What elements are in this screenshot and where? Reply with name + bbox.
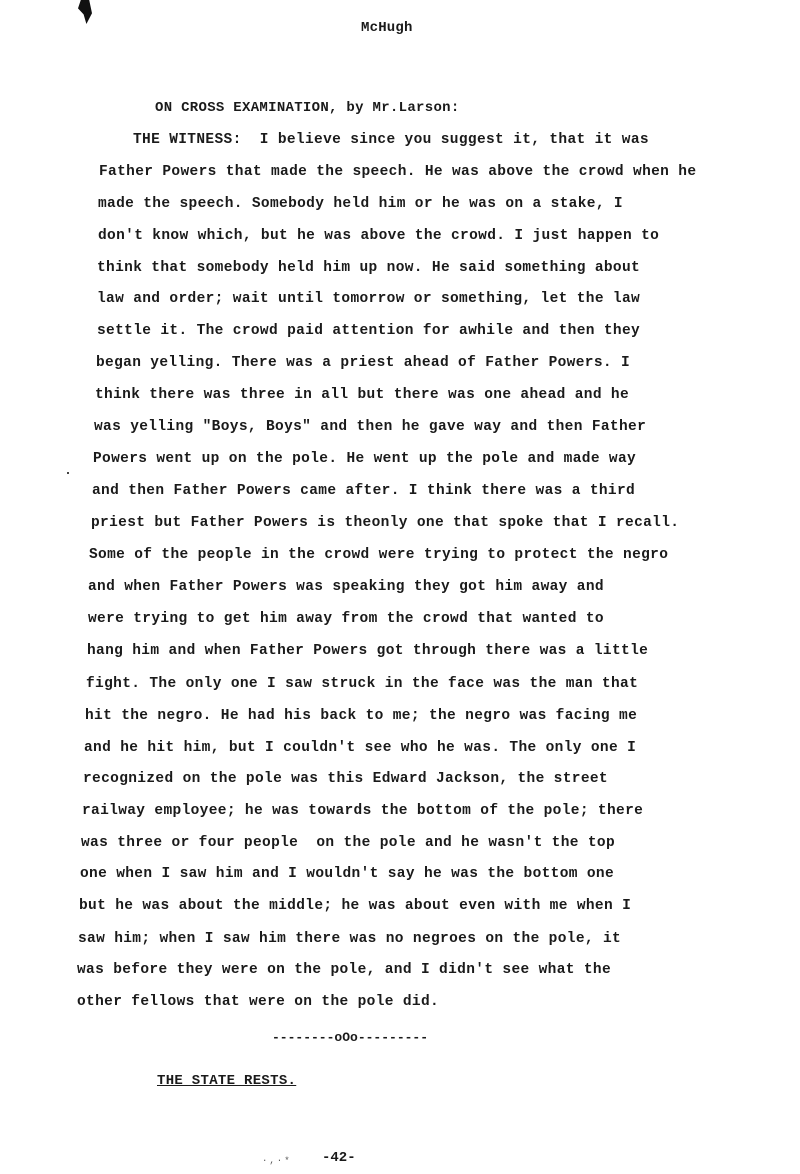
testimony-line: was yelling "Boys, Boys" and then he gave way and then Father xyxy=(94,419,647,435)
testimony-line: recognized on the pole was this Edward Jackson, the street xyxy=(83,771,608,787)
testimony-line: and he hit him, but I couldn't see who he was. The only one I xyxy=(84,740,637,756)
scan-mark xyxy=(78,0,92,24)
testimony-line: think that somebody held him up now. He said something about xyxy=(97,260,641,276)
scan-specks: ·,·* xyxy=(262,1156,292,1166)
testimony-line: but he was about the middle; he was about even with me when I xyxy=(79,898,632,914)
testimony-line: think there was three in all but there was one ahead and he xyxy=(95,387,630,403)
section-divider: --------oOo--------- xyxy=(272,1030,429,1045)
testimony-line: and when Father Powers was speaking they got him away and xyxy=(88,579,604,595)
testimony-line: made the speech. Somebody held him or he was on a stake, I xyxy=(98,196,623,212)
testimony-line: settle it. The crowd paid attention for awhile and then they xyxy=(97,323,641,339)
scan-speck xyxy=(67,472,69,474)
testimony-line: other fellows that were on the pole did. xyxy=(77,994,440,1010)
testimony-line: priest but Father Powers is theonly one that spoke that I recall. xyxy=(91,515,680,531)
closing-statement: THE STATE RESTS. xyxy=(157,1073,297,1089)
testimony-line: Some of the people in the crowd were trying to protect the negro xyxy=(89,547,669,563)
testimony-line: was three or four people on the pole and he wasn't the top xyxy=(81,835,616,851)
page-header: McHugh xyxy=(361,20,413,36)
testimony-line: THE WITNESS: I believe since you suggest it, that it was xyxy=(133,132,649,148)
testimony-line: were trying to get him away from the crowd that wanted to xyxy=(88,611,604,627)
testimony-line: and then Father Powers came after. I think there was a third xyxy=(92,483,636,499)
page-number: -42- xyxy=(322,1150,356,1166)
testimony-line: one when I saw him and I wouldn't say he was the bottom one xyxy=(80,866,615,882)
testimony-line: hit the negro. He had his back to me; the negro was facing me xyxy=(85,708,638,724)
testimony-line: railway employee; he was towards the bottom of the pole; there xyxy=(82,803,644,819)
testimony-line: was before they were on the pole, and I didn't see what the xyxy=(77,962,612,978)
testimony-line: don't know which, but he was above the crowd. I just happen to xyxy=(98,228,660,244)
section-heading: ON CROSS EXAMINATION, by Mr.Larson: xyxy=(155,100,460,116)
testimony-line: Powers went up on the pole. He went up the pole and made way xyxy=(93,451,637,467)
testimony-line: fight. The only one I saw struck in the face was the man that xyxy=(86,676,639,692)
testimony-line: law and order; wait until tomorrow or something, let the law xyxy=(97,291,641,307)
testimony-line: hang him and when Father Powers got through there was a little xyxy=(87,643,649,659)
testimony-line: began yelling. There was a priest ahead of Father Powers. I xyxy=(96,355,631,371)
testimony-line: saw him; when I saw him there was no negroes on the pole, it xyxy=(78,931,622,947)
testimony-line: Father Powers that made the speech. He was above the crowd when he xyxy=(99,164,697,180)
